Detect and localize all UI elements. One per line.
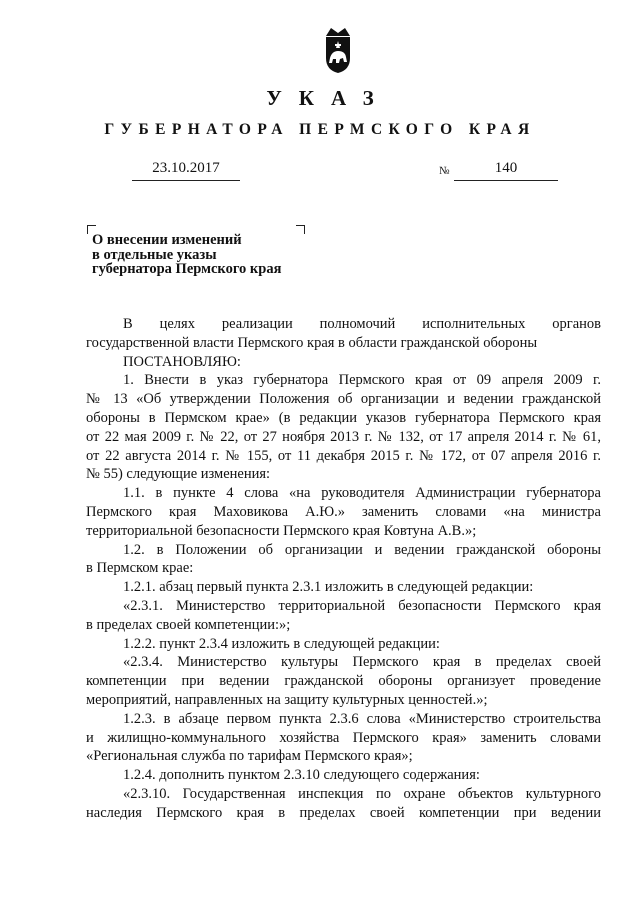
document-title: УКАЗ — [266, 86, 391, 110]
body-line: ПОСТАНОВЛЯЮ: — [123, 353, 241, 370]
body-line: обороны в Пермском крае» (в редакции указов губернатора Пермского края — [86, 409, 601, 426]
body-line: компетенции при ведении гражданской обороны организует проведение — [86, 673, 601, 690]
body-line: 1.2. в Положении об организации и ведении гражданской обороны — [123, 541, 601, 558]
subject-bracket-right — [296, 225, 305, 234]
body-line: мероприятий, направленных на защиту культурных ценностей.»; — [86, 691, 488, 708]
body-line: «2.3.1. Министерство территориальной безопасности Пермского края — [123, 597, 601, 614]
body-line: «2.3.10. Государственная инспекция по охране объектов культурного — [123, 785, 601, 802]
subject-line: в отдельные указы — [92, 246, 217, 263]
number-underline — [454, 180, 558, 181]
number-sign: № — [439, 165, 450, 177]
body-line: и жилищно-коммунального хозяйства Пермского края» заменить словами — [86, 729, 601, 746]
issuer-title: ГУБЕРНАТОРА ПЕРМСКОГО КРАЯ — [104, 121, 536, 138]
body-line: 1.2.1. абзац первый пункта 2.3.1 изложить в следующей редакции: — [123, 579, 534, 596]
body-line: 1.1. в пункте 4 слова «на руководителя Администрации губернатора — [123, 485, 601, 502]
body-line: Пермского края Маховикова А.Ю.» заменить словами «на министра — [86, 503, 601, 520]
body-line: 1.2.3. в абзаце первом пункта 2.3.6 слова «Министерство строительства — [123, 710, 601, 727]
body-line: 1.2.4. дополнить пунктом 2.3.10 следующего содержания: — [123, 767, 480, 784]
body-line: от 22 августа 2014 г. № 155, от 11 декабря 2015 г. № 172, от 07 апреля 2016 г. — [86, 447, 601, 464]
subject-line: губернатора Пермского края — [92, 261, 282, 277]
body-line: государственной власти Пермского края в области гражданской обороны — [86, 334, 538, 351]
body-line: В целях реализации полномочий исполнительных органов — [123, 316, 601, 332]
body-line: № 55) следующие изменения: — [86, 466, 271, 483]
body-line: № 13 «Об утверждении Положения об организации и ведении гражданской — [86, 391, 601, 408]
body-line: наследия Пермского края в пределах своей компетенции при ведении — [86, 804, 601, 821]
body-line: 1.2.2. пункт 2.3.4 изложить в следующей редакции: — [123, 635, 440, 652]
body-line: от 22 мая 2009 г. № 22, от 27 ноября 2013 г. № 132, от 17 апреля 2014 г. № 61, — [86, 428, 601, 445]
document-body — [86, 315, 601, 823]
body-line: 1. Внести в указ губернатора Пермского края от 09 апреля 2009 г. — [123, 372, 601, 389]
date-underline — [132, 180, 240, 181]
body-line: территориальной безопасности Пермского края Ковтуна А.В.»; — [86, 522, 477, 539]
subject-line: О внесении изменений — [92, 232, 242, 248]
coat-of-arms-emblem — [323, 24, 353, 74]
body-line: «Региональная служба по тарифам Пермского края»; — [86, 748, 413, 765]
body-line: в Пермском крае: — [86, 560, 194, 577]
body-line: в пределах своей компетенции:»; — [86, 616, 291, 633]
body-line: «2.3.4. Министерство культуры Пермского края в пределах своей — [123, 654, 601, 671]
document-date: 23.10.2017 — [152, 160, 220, 176]
document-subject — [92, 233, 281, 277]
document-number: 140 — [494, 160, 518, 176]
